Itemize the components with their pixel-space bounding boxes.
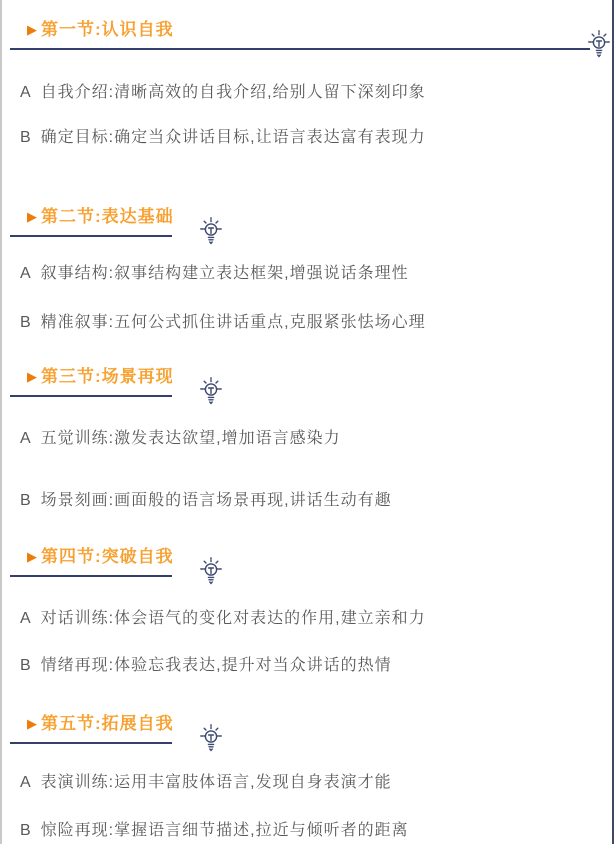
section-divider-row [10, 395, 608, 397]
item-key: A [20, 84, 32, 101]
section-divider-row [10, 575, 608, 577]
lightbulb-icon [588, 30, 610, 58]
section-title: 第二节:表达基础 [41, 207, 174, 226]
item-text: 五觉训练:激发表达欲望,增加语言感染力 [40, 430, 341, 447]
section-divider-row [10, 235, 608, 237]
list-item [20, 312, 612, 334]
section-heading [27, 18, 612, 42]
list-item [20, 263, 612, 285]
divider-rule [10, 235, 172, 237]
list-item [20, 82, 612, 104]
list-item [20, 608, 612, 630]
section-heading [27, 712, 612, 736]
list-item [20, 772, 612, 794]
list-item [20, 490, 612, 512]
course-section-4 [2, 545, 612, 677]
item-key: A [20, 610, 32, 627]
lightbulb-icon [200, 377, 222, 405]
section-heading [27, 205, 612, 229]
triangle-right-icon: ▶ [27, 22, 38, 37]
list-item [20, 127, 612, 149]
section-divider-row [10, 48, 608, 50]
item-key: B [20, 492, 32, 509]
item-text: 叙事结构:叙事结构建立表达框架,增强说话条理性 [40, 265, 409, 282]
course-section-2 [2, 205, 612, 334]
lightbulb-icon [200, 557, 222, 585]
list-item [20, 820, 612, 842]
item-key: B [20, 822, 32, 839]
section-divider-row [10, 742, 608, 744]
triangle-right-icon: ▶ [27, 716, 38, 731]
divider-rule [10, 395, 172, 397]
item-key: B [20, 657, 32, 674]
divider-rule [10, 742, 172, 744]
item-text: 确定目标:确定当众讲话目标,让语言表达富有表现力 [40, 129, 426, 146]
list-item [20, 428, 612, 450]
item-key: A [20, 265, 32, 282]
course-section-1 [2, 18, 612, 149]
section-title: 第一节:认识自我 [41, 20, 174, 39]
list-item [20, 655, 612, 677]
lightbulb-icon [200, 217, 222, 245]
section-heading [27, 545, 612, 569]
section-title: 第五节:拓展自我 [41, 714, 174, 733]
course-section-3 [2, 365, 612, 512]
item-text: 表演训练:运用丰富肢体语言,发现自身表演才能 [40, 774, 392, 791]
triangle-right-icon: ▶ [27, 549, 38, 564]
item-text: 精准叙事:五何公式抓住讲话重点,克服紧张怯场心理 [40, 314, 426, 331]
divider-rule [10, 48, 590, 50]
section-title: 第三节:场景再现 [41, 367, 174, 386]
triangle-right-icon: ▶ [27, 209, 38, 224]
section-title: 第四节:突破自我 [41, 547, 174, 566]
item-key: B [20, 314, 32, 331]
item-text: 惊险再现:掌握语言细节描述,拉近与倾听者的距离 [40, 822, 409, 839]
section-heading [27, 365, 612, 389]
item-text: 场景刻画:画面般的语言场景再现,讲话生动有趣 [40, 492, 392, 509]
item-text: 情绪再现:体验忘我表达,提升对当众讲话的热情 [40, 657, 392, 674]
triangle-right-icon: ▶ [27, 369, 38, 384]
course-section-5 [2, 712, 612, 842]
lightbulb-icon [200, 724, 222, 752]
item-key: B [20, 129, 32, 146]
item-text: 对话训练:体会语气的变化对表达的作用,建立亲和力 [40, 610, 426, 627]
item-text: 自我介绍:清晰高效的自我介绍,给别人留下深刻印象 [40, 84, 426, 101]
item-key: A [20, 774, 32, 791]
item-key: A [20, 430, 32, 447]
divider-rule [10, 575, 172, 577]
